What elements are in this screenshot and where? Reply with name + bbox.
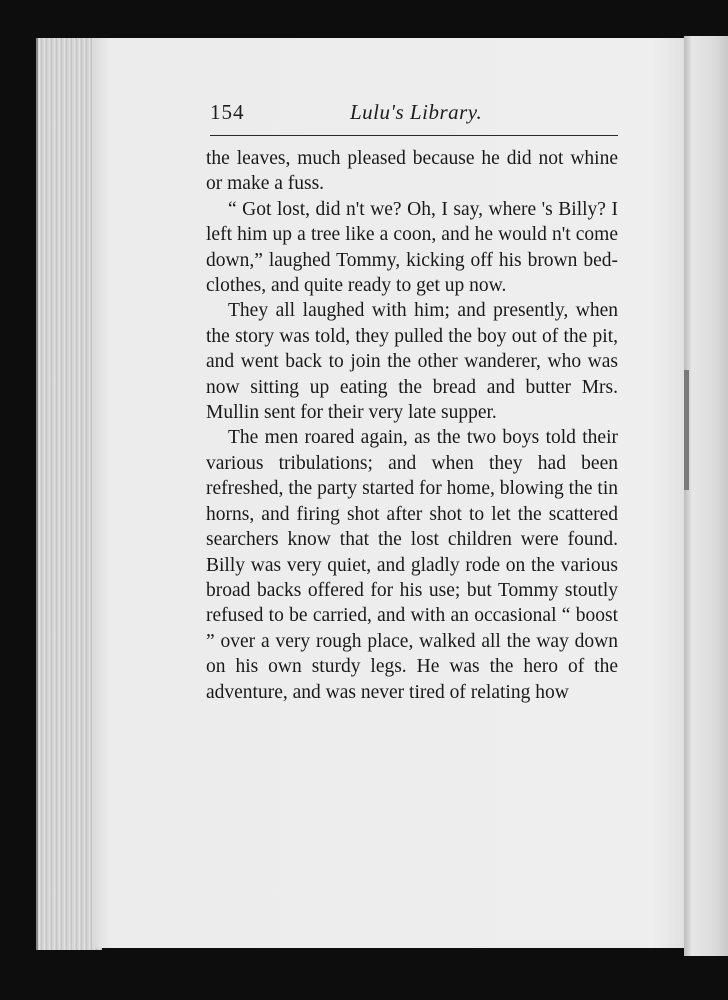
page-header bbox=[210, 100, 620, 134]
body-text bbox=[206, 146, 618, 705]
facing-board bbox=[684, 36, 728, 956]
paragraph: “ Got lost, did n't we? Oh, I say, where 's Billy? I left him up a tree like a coon, and he would n't come down,” laughed Tommy, kicking off his brown bed-clothes, and quite ready to get up now. bbox=[206, 198, 618, 297]
paragraph-continued: the leaves, much pleased because he did not whine or make a fuss. bbox=[206, 148, 618, 195]
page-number: 154 bbox=[210, 100, 245, 124]
paragraph: They all laughed with him; and presently, when the story was told, they pulled the boy out of the pit, and went back to join the other wanderer, who was now sitting up eating the bread and butter Mrs. Mullin sent for their very late supper. bbox=[206, 300, 618, 424]
header-rule bbox=[210, 135, 618, 136]
spine-shadow bbox=[684, 370, 689, 490]
paragraph: The men roared again, as the two boys told their various tribulations; and when they had been refreshed, the party started for home, blowing the tin horns, and firing shot after shot to let the scattered searchers know that the lost children were found. Billy was very quiet, and gladly rode on the various broad backs offered for his use; but Tommy stoutly refused to be carried, and with an occasional “ boost ” over a very rough place, walked all the way down on his own sturdy legs. He was the hero of the adventure, and was never tired of relating how bbox=[206, 427, 618, 703]
running-title: Lulu's Library. bbox=[350, 100, 483, 124]
